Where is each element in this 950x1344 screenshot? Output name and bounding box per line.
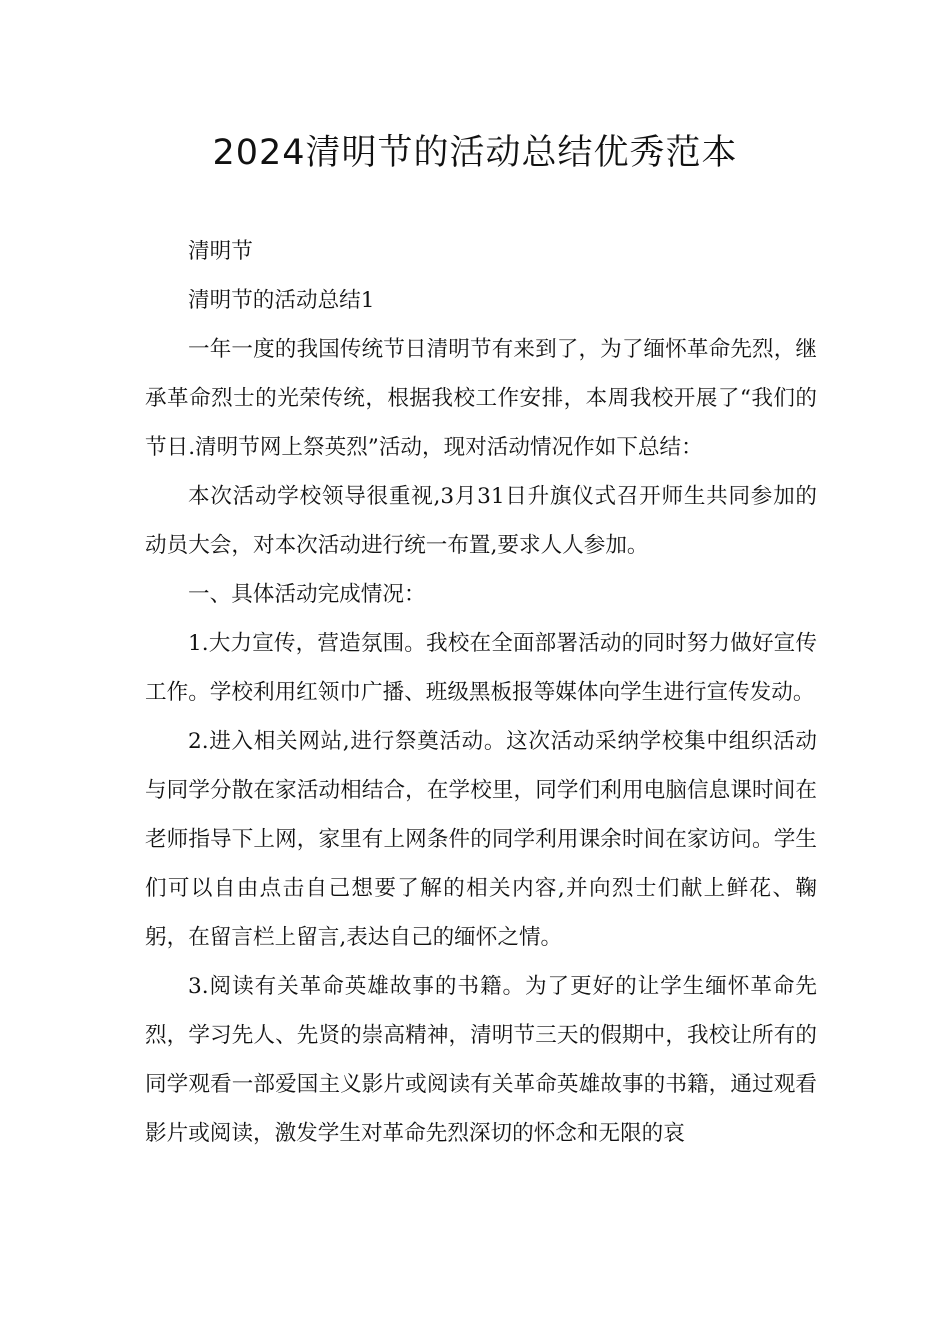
paragraph: 1.大力宣传，营造氛围。我校在全面部署活动的同时努力做好宣传工作。学校利用红领巾广播、班级黑板报等媒体向学生进行宣传发动。 [145, 631, 817, 705]
document-body [145, 227, 817, 1158]
paragraph: 3.阅读有关革命英雄故事的书籍。为了更好的让学生缅怀革命先烈，学习先人、先贤的崇高精神，清明节三天的假期中，我校让所有的同学观看一部爱国主义影片或阅读有关革命英雄故事的书籍，通过观看影片或阅读，激发学生对革命先烈深切的怀念和无限的哀 [145, 974, 817, 1146]
paragraph: 一年一度的我国传统节日清明节有来到了，为了缅怀革命先烈，继承革命烈士的光荣传统，根据我校工作安排，本周我校开展了“我们的节日.清明节网上祭英烈”活动，现对活动情况作如下总结： [145, 337, 817, 460]
paragraph: 本次活动学校领导很重视,3月31日升旗仪式召开师生共同参加的动员大会，对本次活动进行统一布置,要求人人参加。 [145, 484, 817, 558]
paragraph: 清明节的活动总结1 [188, 288, 375, 313]
paragraph: 一、具体活动完成情况： [188, 582, 426, 607]
document-title: 2024清明节的活动总结优秀范本 [212, 133, 738, 173]
paragraph: 清明节 [188, 239, 253, 264]
paragraph: 2.进入相关网站,进行祭奠活动。这次活动采纳学校集中组织活动与同学分散在家活动相结合，在学校里，同学们利用电脑信息课时间在老师指导下上网，家里有上网条件的同学利用课余时间在家访问。学生们可以自由点击自己想要了解的相关内容,并向烈士们献上鲜花、鞠躬，在留言栏上留言,表达自己的缅怀之情。 [145, 729, 817, 950]
